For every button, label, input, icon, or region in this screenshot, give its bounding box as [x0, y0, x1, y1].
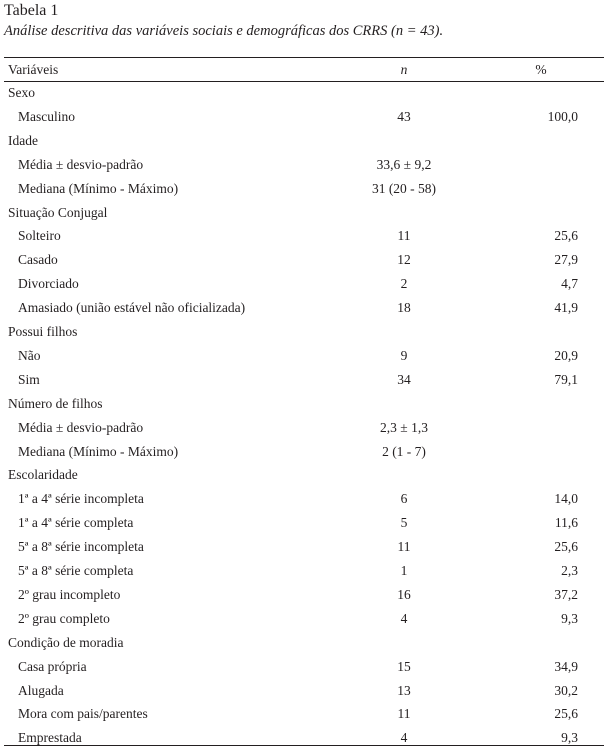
row-label: 5ª a 8ª série completa: [18, 563, 134, 578]
cell-n: 13: [397, 682, 411, 698]
table-row: [4, 106, 604, 130]
table-bottom-rule: [4, 745, 604, 746]
row-label: Sim: [18, 371, 40, 387]
table-top-rule: [4, 57, 604, 58]
row-label: Alugada: [18, 682, 64, 698]
cell-n: 2 (1 - 7): [382, 443, 426, 459]
row-label: Média ± desvio-padrão: [18, 419, 144, 435]
table-row: [4, 488, 604, 512]
table-row: [4, 417, 604, 441]
table-group-row: [4, 130, 604, 154]
group-label: Número de filhos: [8, 395, 103, 411]
cell-percent: 41,9: [554, 300, 578, 316]
cell-n: 1: [400, 563, 408, 578]
cell-percent: 20,9: [554, 347, 578, 363]
row-label: Mediana (Mínimo - Máximo): [18, 180, 179, 196]
cell-percent: 100,0: [547, 108, 578, 124]
row-label: Solteiro: [18, 228, 61, 244]
group-label: Possui filhos: [8, 324, 78, 339]
table-row: [4, 536, 604, 560]
table-title: Tabela 1: [4, 2, 59, 19]
group-label: Escolaridade: [8, 467, 78, 483]
cell-percent: 9,3: [561, 730, 578, 746]
cell-n: 4: [400, 730, 408, 746]
row-label: Emprestada: [18, 730, 82, 746]
cell-n: 12: [397, 252, 411, 268]
cell-n: 2: [400, 276, 408, 292]
table-group-row: [4, 464, 604, 488]
cell-percent: 37,2: [554, 586, 578, 602]
group-label: Condição de moradia: [8, 634, 124, 650]
header-percent: %: [535, 62, 547, 77]
cell-n: 11: [397, 228, 411, 244]
cell-percent: 27,9: [554, 252, 578, 268]
table-row: [4, 608, 604, 632]
cell-n: 43: [397, 108, 411, 124]
group-label: Sexo: [8, 85, 35, 100]
row-label: Mora com pais/parentes: [18, 706, 148, 722]
row-label: 2º grau incompleto: [18, 586, 121, 602]
table-row: [4, 560, 604, 584]
table-row: [4, 656, 604, 680]
table-subtitle: Análise descritiva das variáveis sociais e demográficas dos CRRS (n = 43).: [4, 23, 444, 39]
table-row: [4, 369, 604, 393]
table-row: [4, 273, 604, 297]
cell-n: 11: [397, 539, 411, 555]
cell-n: 33,6 ± 9,2: [376, 156, 432, 172]
row-label: Média ± desvio-padrão: [18, 156, 144, 172]
cell-percent: 14,0: [554, 491, 578, 507]
row-label: Não: [18, 347, 41, 363]
row-label: 2º grau completo: [18, 610, 110, 626]
table-group-row: [4, 632, 604, 656]
cell-n: 2,3 ± 1,3: [380, 419, 428, 435]
table-row: [4, 297, 604, 321]
table-row: [4, 178, 604, 202]
table-row: [4, 154, 604, 178]
table-row: [4, 225, 604, 249]
cell-percent: 4,7: [561, 276, 578, 292]
table-row: [4, 512, 604, 536]
cell-n: 11: [397, 706, 411, 722]
cell-percent: 9,3: [561, 610, 578, 626]
cell-percent: 2,3: [561, 563, 578, 578]
row-label: Amasiado (união estável não oficializada): [18, 300, 246, 316]
table-group-row: [4, 321, 604, 345]
table-row: [4, 727, 604, 751]
group-label: Situação Conjugal: [8, 204, 108, 220]
cell-n: 34: [397, 371, 411, 387]
table-group-row: [4, 202, 604, 226]
cell-percent: 25,6: [554, 228, 578, 244]
table-group-row: [4, 393, 604, 417]
cell-n: 15: [397, 658, 411, 674]
row-label: Casa própria: [18, 658, 87, 674]
cell-n: 9: [400, 347, 408, 363]
table-row: [4, 584, 604, 608]
table-row: [4, 345, 604, 369]
table-group-row: [4, 82, 604, 106]
row-label: Mediana (Mínimo - Máximo): [18, 443, 179, 459]
cell-percent: 11,6: [554, 515, 578, 531]
table-row: [4, 441, 604, 465]
group-label: Idade: [8, 132, 38, 148]
cell-n: 4: [400, 610, 408, 626]
row-label: 1ª a 4ª série completa: [18, 515, 134, 531]
table-row: [4, 680, 604, 704]
row-label: Masculino: [18, 108, 75, 124]
cell-percent: 30,2: [554, 682, 578, 698]
row-label: 5ª a 8ª série incompleta: [18, 539, 144, 555]
header-n: n: [400, 62, 408, 77]
table-row: [4, 703, 604, 727]
table-row: [4, 249, 604, 273]
row-label: Divorciado: [18, 276, 79, 292]
cell-n: 31 (20 - 58): [371, 180, 437, 196]
header-variables: Variáveis: [8, 62, 59, 77]
cell-n: 5: [400, 515, 408, 531]
cell-percent: 25,6: [554, 706, 578, 722]
table-header-rule: [4, 81, 604, 82]
row-label: 1ª a 4ª série incompleta: [18, 491, 144, 507]
cell-n: 6: [400, 491, 408, 507]
cell-percent: 34,9: [554, 658, 578, 674]
table-header-row: [4, 59, 604, 81]
cell-n: 16: [397, 586, 411, 602]
cell-n: 18: [397, 300, 411, 316]
row-label: Casado: [18, 252, 58, 268]
cell-percent: 79,1: [554, 371, 578, 387]
table-caption: [4, 1, 604, 41]
cell-percent: 25,6: [554, 539, 578, 555]
